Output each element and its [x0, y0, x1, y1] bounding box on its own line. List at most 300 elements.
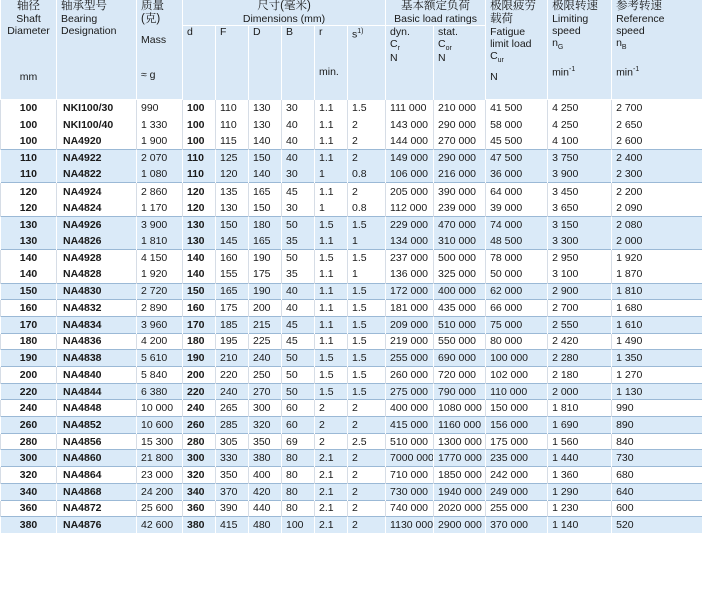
cell-static-load: 290 000 — [434, 116, 486, 133]
cell-D: 190 — [249, 250, 282, 267]
cell-dynamic-load: 205 000 — [386, 183, 434, 200]
cell-limiting-speed: 2 180 — [548, 367, 612, 384]
cell-F: 160 — [216, 250, 249, 267]
cell-r: 1.5 — [315, 367, 348, 384]
cell-static-load: 216 000 — [434, 166, 486, 183]
cell-limiting-speed: 1 230 — [548, 500, 612, 517]
cell-r: 1.1 — [315, 283, 348, 300]
cell-d: 110 — [183, 166, 216, 183]
table-row — [1, 150, 702, 167]
cell-s: 2 — [348, 467, 386, 484]
cell-dynamic-load: 255 000 — [386, 350, 434, 367]
cell-reference-speed: 1 810 — [612, 283, 702, 300]
cell-fatigue-load: 66 000 — [486, 300, 548, 317]
cell-designation: NA4920 — [57, 133, 137, 150]
cell-dynamic-load: 510 000 — [386, 433, 434, 450]
cell-limiting-speed: 2 420 — [548, 333, 612, 350]
cell-r: 1.5 — [315, 216, 348, 233]
cell-designation: NA4840 — [57, 367, 137, 384]
cell-F: 165 — [216, 283, 249, 300]
cell-D: 200 — [249, 300, 282, 317]
cell-mass: 42 600 — [137, 517, 183, 534]
cell-s: 1 — [348, 266, 386, 283]
table-row — [1, 216, 702, 233]
cell-d: 130 — [183, 233, 216, 250]
cell-r: 1.1 — [315, 116, 348, 133]
cell-fatigue-load: 62 000 — [486, 283, 548, 300]
cell-shaft: 100 — [1, 116, 57, 133]
cell-B: 80 — [282, 500, 315, 517]
cell-limiting-speed: 2 950 — [548, 250, 612, 267]
cell-dynamic-load: 111 000 — [386, 100, 434, 117]
col-static-load: stat. $C_{or}$ N — [434, 26, 486, 100]
cell-fatigue-load: 75 000 — [486, 316, 548, 333]
cell-designation: NA4830 — [57, 283, 137, 300]
cell-B: 40 — [282, 133, 315, 150]
cell-limiting-speed: 3 900 — [548, 166, 612, 183]
cell-static-load: 210 000 — [434, 100, 486, 117]
cell-r: 1.5 — [315, 383, 348, 400]
cell-F: 330 — [216, 450, 249, 467]
table-row — [1, 100, 702, 117]
cell-fatigue-load: 242 000 — [486, 467, 548, 484]
cell-d: 220 — [183, 383, 216, 400]
cell-d: 380 — [183, 517, 216, 534]
cell-shaft: 260 — [1, 417, 57, 434]
cell-r: 2 — [315, 400, 348, 417]
cell-fatigue-load: 48 500 — [486, 233, 548, 250]
cell-d: 160 — [183, 300, 216, 317]
cell-static-load: 720 000 — [434, 367, 486, 384]
table-row — [1, 233, 702, 250]
cell-designation: NKI100/40 — [57, 116, 137, 133]
cell-F: 265 — [216, 400, 249, 417]
cell-static-load: 270 000 — [434, 133, 486, 150]
cell-designation: NA4822 — [57, 166, 137, 183]
cell-F: 285 — [216, 417, 249, 434]
cell-limiting-speed: 3 650 — [548, 200, 612, 217]
cell-shaft: 110 — [1, 150, 57, 167]
cell-mass: 2 890 — [137, 300, 183, 317]
cell-r: 1.1 — [315, 233, 348, 250]
cell-reference-speed: 2 650 — [612, 116, 702, 133]
cell-D: 270 — [249, 383, 282, 400]
cell-r: 2 — [315, 433, 348, 450]
cell-d: 170 — [183, 316, 216, 333]
cell-r: 1 — [315, 200, 348, 217]
cell-s: 1.5 — [348, 283, 386, 300]
cell-fatigue-load: 58 000 — [486, 116, 548, 133]
cell-D: 140 — [249, 133, 282, 150]
cell-limiting-speed: 3 750 — [548, 150, 612, 167]
table-row — [1, 467, 702, 484]
cell-static-load: 470 000 — [434, 216, 486, 233]
table-row — [1, 350, 702, 367]
cell-designation: NA4860 — [57, 450, 137, 467]
cell-designation: NA4844 — [57, 383, 137, 400]
cell-F: 135 — [216, 183, 249, 200]
table-row — [1, 300, 702, 317]
col-reference-speed: 参考转速 Reference speed $n_B$ $\min^{-1}$ — [612, 0, 702, 100]
cell-F: 175 — [216, 300, 249, 317]
cell-mass: 23 000 — [137, 467, 183, 484]
cell-mass: 3 900 — [137, 216, 183, 233]
cell-dynamic-load: 7000 000 — [386, 450, 434, 467]
cell-dynamic-load: 143 000 — [386, 116, 434, 133]
cell-limiting-speed: 2 550 — [548, 316, 612, 333]
cell-static-load: 1300 000 — [434, 433, 486, 450]
cell-s: 2 — [348, 400, 386, 417]
cell-reference-speed: 1 870 — [612, 266, 702, 283]
cell-D: 180 — [249, 216, 282, 233]
cell-mass: 4 150 — [137, 250, 183, 267]
cell-shaft: 340 — [1, 483, 57, 500]
col-F: F — [216, 26, 249, 100]
table-header — [1, 0, 702, 100]
cell-reference-speed: 730 — [612, 450, 702, 467]
cell-dynamic-load: 710 000 — [386, 467, 434, 484]
cell-F: 390 — [216, 500, 249, 517]
cell-mass: 1 170 — [137, 200, 183, 217]
cell-static-load: 790 000 — [434, 383, 486, 400]
cell-r: 1.1 — [315, 100, 348, 117]
cell-fatigue-load: 50 000 — [486, 266, 548, 283]
cell-F: 415 — [216, 517, 249, 534]
table-row — [1, 433, 702, 450]
cell-fatigue-load: 78 000 — [486, 250, 548, 267]
cell-r: 2.1 — [315, 450, 348, 467]
cell-limiting-speed: 2 280 — [548, 350, 612, 367]
cell-B: 50 — [282, 350, 315, 367]
cell-dynamic-load: 172 000 — [386, 283, 434, 300]
cell-limiting-speed: 2 000 — [548, 383, 612, 400]
cell-D: 150 — [249, 150, 282, 167]
cell-static-load: 325 000 — [434, 266, 486, 283]
cell-shaft: 110 — [1, 166, 57, 183]
cell-r: 1.5 — [315, 350, 348, 367]
cell-limiting-speed: 3 300 — [548, 233, 612, 250]
cell-dynamic-load: 237 000 — [386, 250, 434, 267]
cell-d: 150 — [183, 283, 216, 300]
cell-dynamic-load: 400 000 — [386, 400, 434, 417]
cell-B: 80 — [282, 483, 315, 500]
cell-designation: NA4876 — [57, 517, 137, 534]
cell-mass: 25 600 — [137, 500, 183, 517]
cell-D: 190 — [249, 283, 282, 300]
cell-d: 130 — [183, 216, 216, 233]
cell-limiting-speed: 4 100 — [548, 133, 612, 150]
cell-reference-speed: 1 130 — [612, 383, 702, 400]
cell-shaft: 100 — [1, 133, 57, 150]
cell-shaft: 280 — [1, 433, 57, 450]
cell-shaft: 160 — [1, 300, 57, 317]
cell-dynamic-load: 149 000 — [386, 150, 434, 167]
cell-fatigue-load: 36 000 — [486, 166, 548, 183]
cell-D: 150 — [249, 200, 282, 217]
cell-reference-speed: 2 300 — [612, 166, 702, 183]
table-row — [1, 183, 702, 200]
cell-D: 175 — [249, 266, 282, 283]
cell-mass: 3 960 — [137, 316, 183, 333]
cell-dynamic-load: 144 000 — [386, 133, 434, 150]
cell-reference-speed: 2 400 — [612, 150, 702, 167]
cell-reference-speed: 1 920 — [612, 250, 702, 267]
cell-static-load: 690 000 — [434, 350, 486, 367]
col-limiting-speed: 极限转速 Limiting speed $n_G$ $\min^{-1}$ — [548, 0, 612, 100]
cell-s: 0.8 — [348, 166, 386, 183]
cell-F: 240 — [216, 383, 249, 400]
cell-dynamic-load: 112 000 — [386, 200, 434, 217]
cell-s: 2 — [348, 450, 386, 467]
cell-static-load: 2900 000 — [434, 517, 486, 534]
cell-reference-speed: 640 — [612, 483, 702, 500]
cell-F: 370 — [216, 483, 249, 500]
cell-D: 140 — [249, 166, 282, 183]
cell-mass: 1 810 — [137, 233, 183, 250]
cell-dynamic-load: 219 000 — [386, 333, 434, 350]
cell-designation: NA4838 — [57, 350, 137, 367]
cell-D: 240 — [249, 350, 282, 367]
cell-static-load: 310 000 — [434, 233, 486, 250]
cell-D: 165 — [249, 233, 282, 250]
cell-s: 1.5 — [348, 383, 386, 400]
table-row — [1, 517, 702, 534]
cell-mass: 5 840 — [137, 367, 183, 384]
col-mass: 质量 (克) Mass ≈ g — [137, 0, 183, 100]
cell-static-load: 1770 000 — [434, 450, 486, 467]
cell-shaft: 170 — [1, 316, 57, 333]
cell-mass: 15 300 — [137, 433, 183, 450]
cell-d: 100 — [183, 116, 216, 133]
cell-d: 140 — [183, 250, 216, 267]
cell-shaft: 140 — [1, 266, 57, 283]
cell-dynamic-load: 260 000 — [386, 367, 434, 384]
cell-D: 215 — [249, 316, 282, 333]
table-body — [1, 100, 702, 534]
col-s: $s^{1)}$ — [348, 26, 386, 100]
cell-d: 120 — [183, 183, 216, 200]
cell-shaft: 130 — [1, 216, 57, 233]
cell-D: 380 — [249, 450, 282, 467]
cell-B: 100 — [282, 517, 315, 534]
cell-d: 340 — [183, 483, 216, 500]
cell-reference-speed: 520 — [612, 517, 702, 534]
cell-shaft: 120 — [1, 200, 57, 217]
table-row — [1, 316, 702, 333]
cell-D: 420 — [249, 483, 282, 500]
cell-s: 2 — [348, 150, 386, 167]
cell-s: 1.5 — [348, 216, 386, 233]
cell-s: 2 — [348, 133, 386, 150]
cell-fatigue-load: 370 000 — [486, 517, 548, 534]
table-row — [1, 383, 702, 400]
cell-fatigue-load: 47 500 — [486, 150, 548, 167]
cell-r: 1.1 — [315, 316, 348, 333]
cell-D: 440 — [249, 500, 282, 517]
cell-mass: 2 070 — [137, 150, 183, 167]
cell-dynamic-load: 181 000 — [386, 300, 434, 317]
cell-s: 1.5 — [348, 350, 386, 367]
cell-d: 280 — [183, 433, 216, 450]
cell-B: 69 — [282, 433, 315, 450]
cell-mass: 6 380 — [137, 383, 183, 400]
table-row — [1, 333, 702, 350]
cell-mass: 990 — [137, 100, 183, 117]
cell-reference-speed: 680 — [612, 467, 702, 484]
cell-s: 2 — [348, 183, 386, 200]
cell-static-load: 1160 000 — [434, 417, 486, 434]
cell-reference-speed: 2 080 — [612, 216, 702, 233]
cell-designation: NA4924 — [57, 183, 137, 200]
col-shaft-diameter: 轴径 Shaft Diameter mm — [1, 0, 57, 100]
cell-limiting-speed: 3 450 — [548, 183, 612, 200]
cell-designation: NKI100/30 — [57, 100, 137, 117]
cell-dynamic-load: 415 000 — [386, 417, 434, 434]
cell-shaft: 190 — [1, 350, 57, 367]
cell-B: 45 — [282, 316, 315, 333]
cell-shaft: 320 — [1, 467, 57, 484]
cell-B: 30 — [282, 166, 315, 183]
cell-fatigue-load: 74 000 — [486, 216, 548, 233]
cell-r: 2.1 — [315, 467, 348, 484]
cell-designation: NA4834 — [57, 316, 137, 333]
cell-shaft: 150 — [1, 283, 57, 300]
cell-designation: NA4848 — [57, 400, 137, 417]
cell-d: 190 — [183, 350, 216, 367]
cell-fatigue-load: 175 000 — [486, 433, 548, 450]
cell-r: 1.1 — [315, 133, 348, 150]
cell-r: 2 — [315, 417, 348, 434]
cell-limiting-speed: 3 100 — [548, 266, 612, 283]
cell-designation: NA4852 — [57, 417, 137, 434]
cell-static-load: 435 000 — [434, 300, 486, 317]
cell-fatigue-load: 100 000 — [486, 350, 548, 367]
cell-dynamic-load: 106 000 — [386, 166, 434, 183]
cell-B: 80 — [282, 467, 315, 484]
cell-B: 30 — [282, 100, 315, 117]
cell-mass: 5 610 — [137, 350, 183, 367]
cell-reference-speed: 1 490 — [612, 333, 702, 350]
cell-D: 320 — [249, 417, 282, 434]
col-r: r min. — [315, 26, 348, 100]
cell-D: 130 — [249, 116, 282, 133]
cell-F: 210 — [216, 350, 249, 367]
cell-F: 350 — [216, 467, 249, 484]
cell-reference-speed: 1 680 — [612, 300, 702, 317]
cell-D: 165 — [249, 183, 282, 200]
table-row — [1, 200, 702, 217]
cell-s: 2 — [348, 483, 386, 500]
cell-r: 2.1 — [315, 517, 348, 534]
cell-r: 2.1 — [315, 500, 348, 517]
cell-D: 350 — [249, 433, 282, 450]
cell-reference-speed: 990 — [612, 400, 702, 417]
cell-shaft: 120 — [1, 183, 57, 200]
cell-D: 250 — [249, 367, 282, 384]
col-group-dimensions: 尺寸(毫米) Dimensions (mm) — [183, 0, 386, 26]
cell-d: 140 — [183, 266, 216, 283]
cell-dynamic-load: 134 000 — [386, 233, 434, 250]
cell-designation: NA4928 — [57, 250, 137, 267]
table-row — [1, 133, 702, 150]
cell-designation: NA4832 — [57, 300, 137, 317]
cell-s: 1.5 — [348, 100, 386, 117]
cell-fatigue-load: 255 000 — [486, 500, 548, 517]
cell-B: 50 — [282, 250, 315, 267]
cell-d: 180 — [183, 333, 216, 350]
cell-fatigue-load: 235 000 — [486, 450, 548, 467]
cell-s: 1 — [348, 233, 386, 250]
cell-fatigue-load: 45 500 — [486, 133, 548, 150]
col-B: B — [282, 26, 315, 100]
cell-shaft: 240 — [1, 400, 57, 417]
cell-designation: NA4872 — [57, 500, 137, 517]
cell-F: 220 — [216, 367, 249, 384]
col-bearing-designation: 轴承型号 Bearing Designation — [57, 0, 137, 100]
cell-B: 35 — [282, 266, 315, 283]
cell-fatigue-load: 156 000 — [486, 417, 548, 434]
cell-F: 120 — [216, 166, 249, 183]
cell-reference-speed: 600 — [612, 500, 702, 517]
cell-static-load: 1940 000 — [434, 483, 486, 500]
cell-D: 130 — [249, 100, 282, 117]
cell-r: 1.1 — [315, 150, 348, 167]
cell-static-load: 2020 000 — [434, 500, 486, 517]
table-row — [1, 283, 702, 300]
col-fatigue-limit-load: 极限疲劳 载荷 Fatigue limit load $C_{ur}$ N — [486, 0, 548, 100]
cell-dynamic-load: 275 000 — [386, 383, 434, 400]
cell-s: 1.5 — [348, 316, 386, 333]
table-row — [1, 450, 702, 467]
cell-B: 60 — [282, 417, 315, 434]
cell-reference-speed: 2 000 — [612, 233, 702, 250]
cell-limiting-speed: 1 690 — [548, 417, 612, 434]
cell-static-load: 510 000 — [434, 316, 486, 333]
cell-designation: NA4868 — [57, 483, 137, 500]
cell-designation: NA4926 — [57, 216, 137, 233]
table-row — [1, 367, 702, 384]
cell-r: 2.1 — [315, 483, 348, 500]
cell-r: 1.1 — [315, 183, 348, 200]
cell-shaft: 140 — [1, 250, 57, 267]
table-row — [1, 400, 702, 417]
cell-F: 305 — [216, 433, 249, 450]
cell-limiting-speed: 1 440 — [548, 450, 612, 467]
cell-d: 360 — [183, 500, 216, 517]
cell-static-load: 1850 000 — [434, 467, 486, 484]
cell-d: 200 — [183, 367, 216, 384]
cell-D: 480 — [249, 517, 282, 534]
cell-dynamic-load: 209 000 — [386, 316, 434, 333]
cell-reference-speed: 1 610 — [612, 316, 702, 333]
cell-limiting-speed: 1 360 — [548, 467, 612, 484]
cell-r: 1 — [315, 166, 348, 183]
cell-s: 1.5 — [348, 300, 386, 317]
cell-dynamic-load: 740 000 — [386, 500, 434, 517]
cell-reference-speed: 890 — [612, 417, 702, 434]
table-row — [1, 417, 702, 434]
cell-reference-speed: 2 200 — [612, 183, 702, 200]
cell-reference-speed: 840 — [612, 433, 702, 450]
col-D: D — [249, 26, 282, 100]
cell-reference-speed: 2 600 — [612, 133, 702, 150]
cell-B: 50 — [282, 383, 315, 400]
cell-static-load: 400 000 — [434, 283, 486, 300]
cell-d: 100 — [183, 100, 216, 117]
cell-shaft: 220 — [1, 383, 57, 400]
cell-designation: NA4836 — [57, 333, 137, 350]
cell-r: 1.5 — [315, 250, 348, 267]
